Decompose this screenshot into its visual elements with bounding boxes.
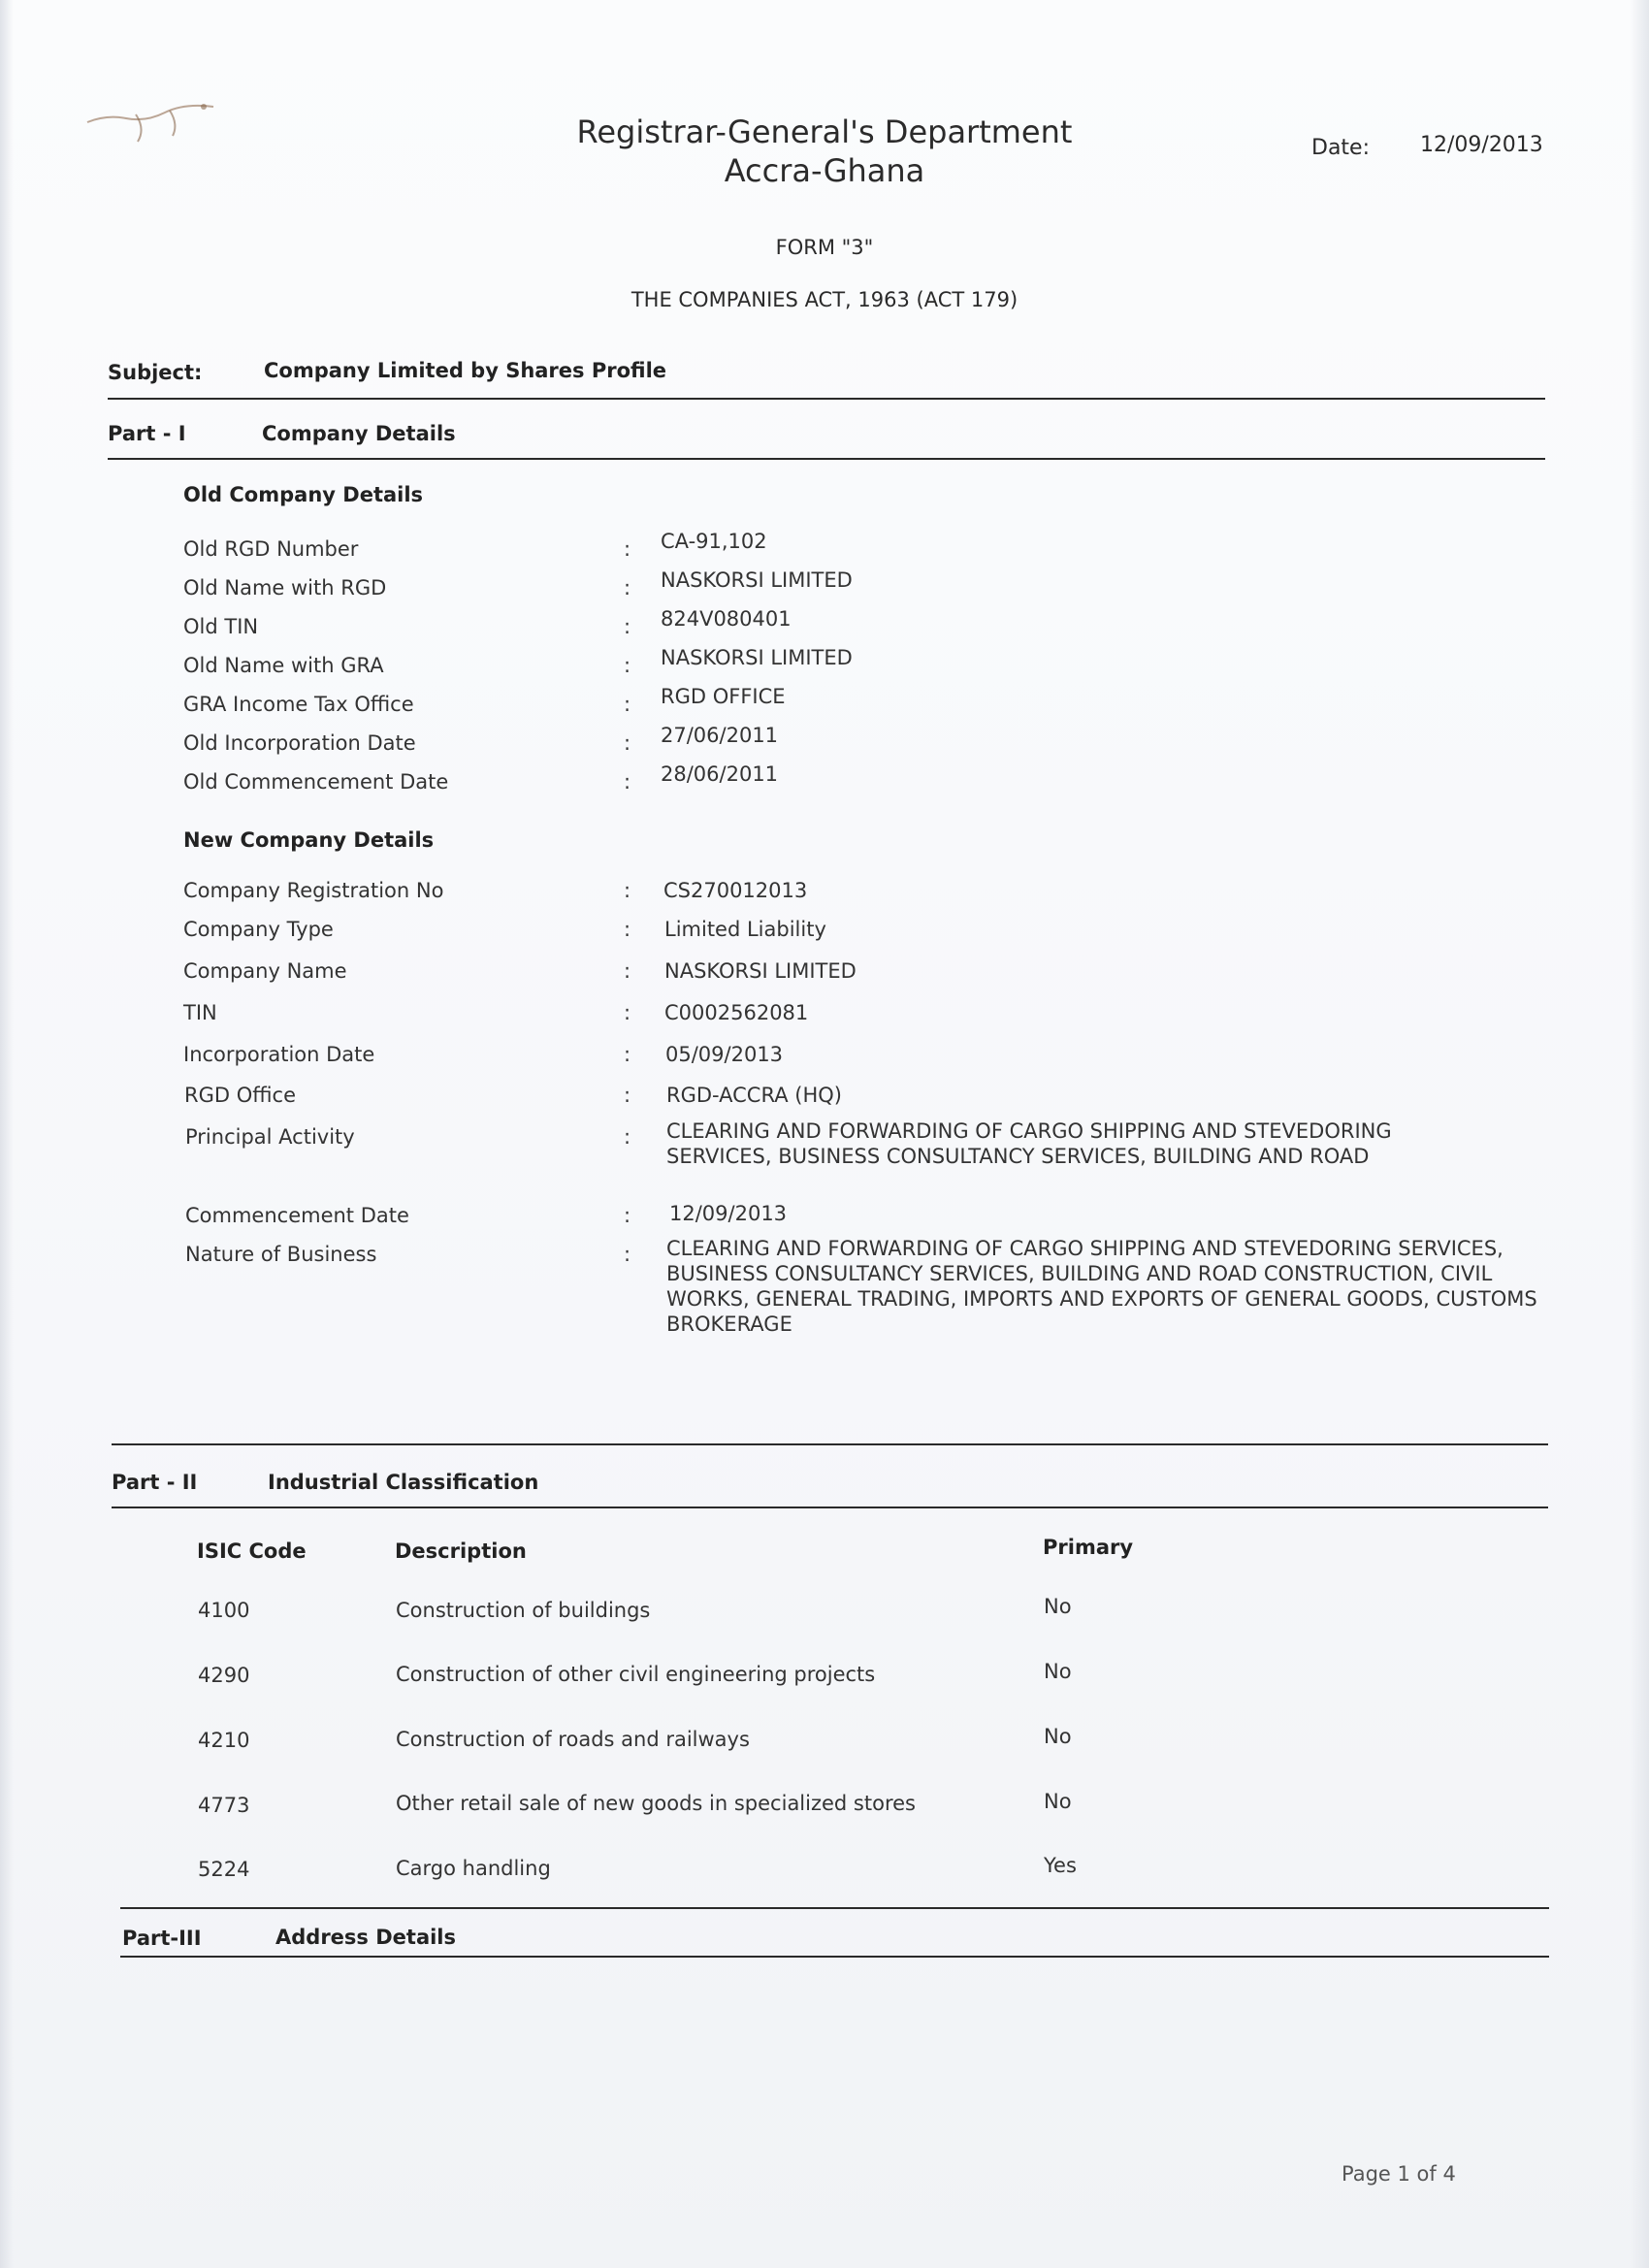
old-row-value: RGD OFFICE — [661, 685, 786, 708]
old-row-label: Old Name with RGD — [183, 576, 387, 599]
nature-of-business-value: CLEARING AND FORWARDING OF CARGO SHIPPING AND STEVEDORING SERVICES, BUSINESS CONSULTANCY SERVICES, BUILDING AND ROAD CONSTRUCTION, CIVIL WORKS, GENERAL TRADING, IMPORTS AND EXPORTS OF GENERAL GOODS, CUSTOMS BROKERAGE — [666, 1237, 1537, 1336]
department-title: Registrar-General's Department — [576, 113, 1073, 150]
isic-description-cell: Other retail sale of new goods in specialized stores — [396, 1792, 916, 1815]
new-row-label: Company Registration No — [183, 879, 444, 902]
new-row-label: Company Name — [183, 959, 347, 983]
isic-primary-cell: No — [1044, 1595, 1072, 1618]
date-value: 12/09/2013 — [1420, 133, 1543, 157]
part-1-number: Part - I — [108, 422, 186, 445]
new-row-label: TIN — [183, 1001, 217, 1024]
new-row-value: Limited Liability — [664, 918, 826, 941]
principal-activity-value: CLEARING AND FORWARDING OF CARGO SHIPPING AND STEVEDORING SERVICES, BUSINESS CONSULTANCY SERVICES, BUILDING AND ROAD — [666, 1119, 1392, 1168]
new-row-label: Nature of Business — [185, 1243, 377, 1266]
new-row-label: Incorporation Date — [183, 1043, 375, 1066]
act-title: THE COMPANIES ACT, 1963 (ACT 179) — [630, 288, 1018, 311]
isic-code-cell: 4210 — [198, 1729, 250, 1752]
divider-line — [120, 1956, 1549, 1958]
part-3-number: Part-III — [122, 1927, 202, 1950]
divider-line — [108, 398, 1545, 400]
new-row-label: Principal Activity — [185, 1125, 355, 1149]
old-row-value: NASKORSI LIMITED — [661, 568, 853, 592]
page-number: Page 1 of 4 — [1342, 2162, 1456, 2186]
new-row-value: NASKORSI LIMITED — [664, 959, 857, 983]
old-row-colon: : — [624, 731, 631, 755]
old-row-label: Old Name with GRA — [183, 654, 384, 677]
new-row-colon: : — [624, 1084, 631, 1107]
old-row-colon: : — [624, 770, 631, 794]
old-company-heading: Old Company Details — [183, 483, 424, 506]
paper-stain-mark — [78, 85, 233, 153]
subject-value: Company Limited by Shares Profile — [264, 359, 667, 382]
old-row-value: 824V080401 — [661, 607, 792, 631]
old-row-colon: : — [624, 576, 631, 599]
new-row-colon: : — [624, 1243, 631, 1266]
new-row-value: 12/09/2013 — [669, 1202, 788, 1225]
scan-edge-right — [1630, 0, 1649, 2268]
isic-description-cell: Construction of buildings — [396, 1599, 651, 1622]
isic-code-cell: 4773 — [198, 1794, 250, 1817]
isic-primary-cell: No — [1044, 1660, 1072, 1683]
old-row-label: GRA Income Tax Office — [183, 693, 414, 716]
isic-code-cell: 5224 — [198, 1858, 250, 1881]
column-header-isic: ISIC Code — [197, 1539, 307, 1563]
form-number: FORM "3" — [775, 236, 874, 259]
divider-line — [112, 1507, 1548, 1508]
old-row-colon: : — [624, 537, 631, 561]
isic-code-cell: 4100 — [198, 1599, 250, 1622]
old-row-label: Old TIN — [183, 615, 259, 638]
date-label: Date: — [1311, 136, 1370, 160]
new-row-label: Commencement Date — [185, 1204, 409, 1227]
column-header-description: Description — [395, 1539, 527, 1563]
part-2-number: Part - II — [112, 1471, 198, 1494]
divider-line — [108, 458, 1545, 460]
new-row-value: C0002562081 — [664, 1001, 809, 1024]
isic-primary-cell: No — [1044, 1725, 1072, 1748]
column-header-primary: Primary — [1043, 1536, 1134, 1559]
old-row-value: NASKORSI LIMITED — [661, 646, 853, 669]
part-2-title: Industrial Classification — [268, 1471, 539, 1494]
old-row-colon: : — [624, 654, 631, 677]
isic-primary-cell: Yes — [1044, 1854, 1077, 1877]
new-row-colon: : — [624, 1001, 631, 1024]
isic-description-cell: Construction of other civil engineering projects — [396, 1663, 876, 1686]
old-row-value: 27/06/2011 — [661, 724, 779, 747]
old-row-label: Old RGD Number — [183, 537, 359, 561]
isic-primary-cell: No — [1044, 1790, 1072, 1813]
new-row-colon: : — [624, 918, 631, 941]
divider-line — [120, 1907, 1549, 1909]
new-row-colon: : — [624, 1204, 631, 1227]
new-row-value: 05/09/2013 — [665, 1043, 784, 1066]
old-row-label: Old Incorporation Date — [183, 731, 416, 755]
scan-edge-left — [0, 0, 14, 2268]
old-row-colon: : — [624, 615, 631, 638]
isic-code-cell: 4290 — [198, 1664, 250, 1687]
new-row-label: Company Type — [183, 918, 334, 941]
old-row-colon: : — [624, 693, 631, 716]
new-row-value: CS270012013 — [663, 879, 808, 902]
part-1-title: Company Details — [262, 422, 456, 445]
isic-description-cell: Cargo handling — [396, 1857, 551, 1880]
new-row-value: RGD-ACCRA (HQ) — [666, 1084, 842, 1107]
new-company-heading: New Company Details — [183, 828, 435, 852]
new-row-label: RGD Office — [184, 1084, 297, 1107]
new-row-colon: : — [624, 959, 631, 983]
old-row-value: 28/06/2011 — [661, 762, 779, 786]
subject-label: Subject: — [108, 361, 203, 384]
new-row-colon: : — [624, 1125, 631, 1149]
isic-description-cell: Construction of roads and railways — [396, 1728, 750, 1751]
old-row-label: Old Commencement Date — [183, 770, 449, 794]
part-3-title: Address Details — [275, 1926, 457, 1949]
old-row-value: CA-91,102 — [661, 530, 767, 553]
divider-line — [112, 1443, 1548, 1445]
department-location: Accra-Ghana — [724, 152, 925, 189]
new-row-colon: : — [624, 879, 631, 902]
new-row-colon: : — [624, 1043, 631, 1066]
